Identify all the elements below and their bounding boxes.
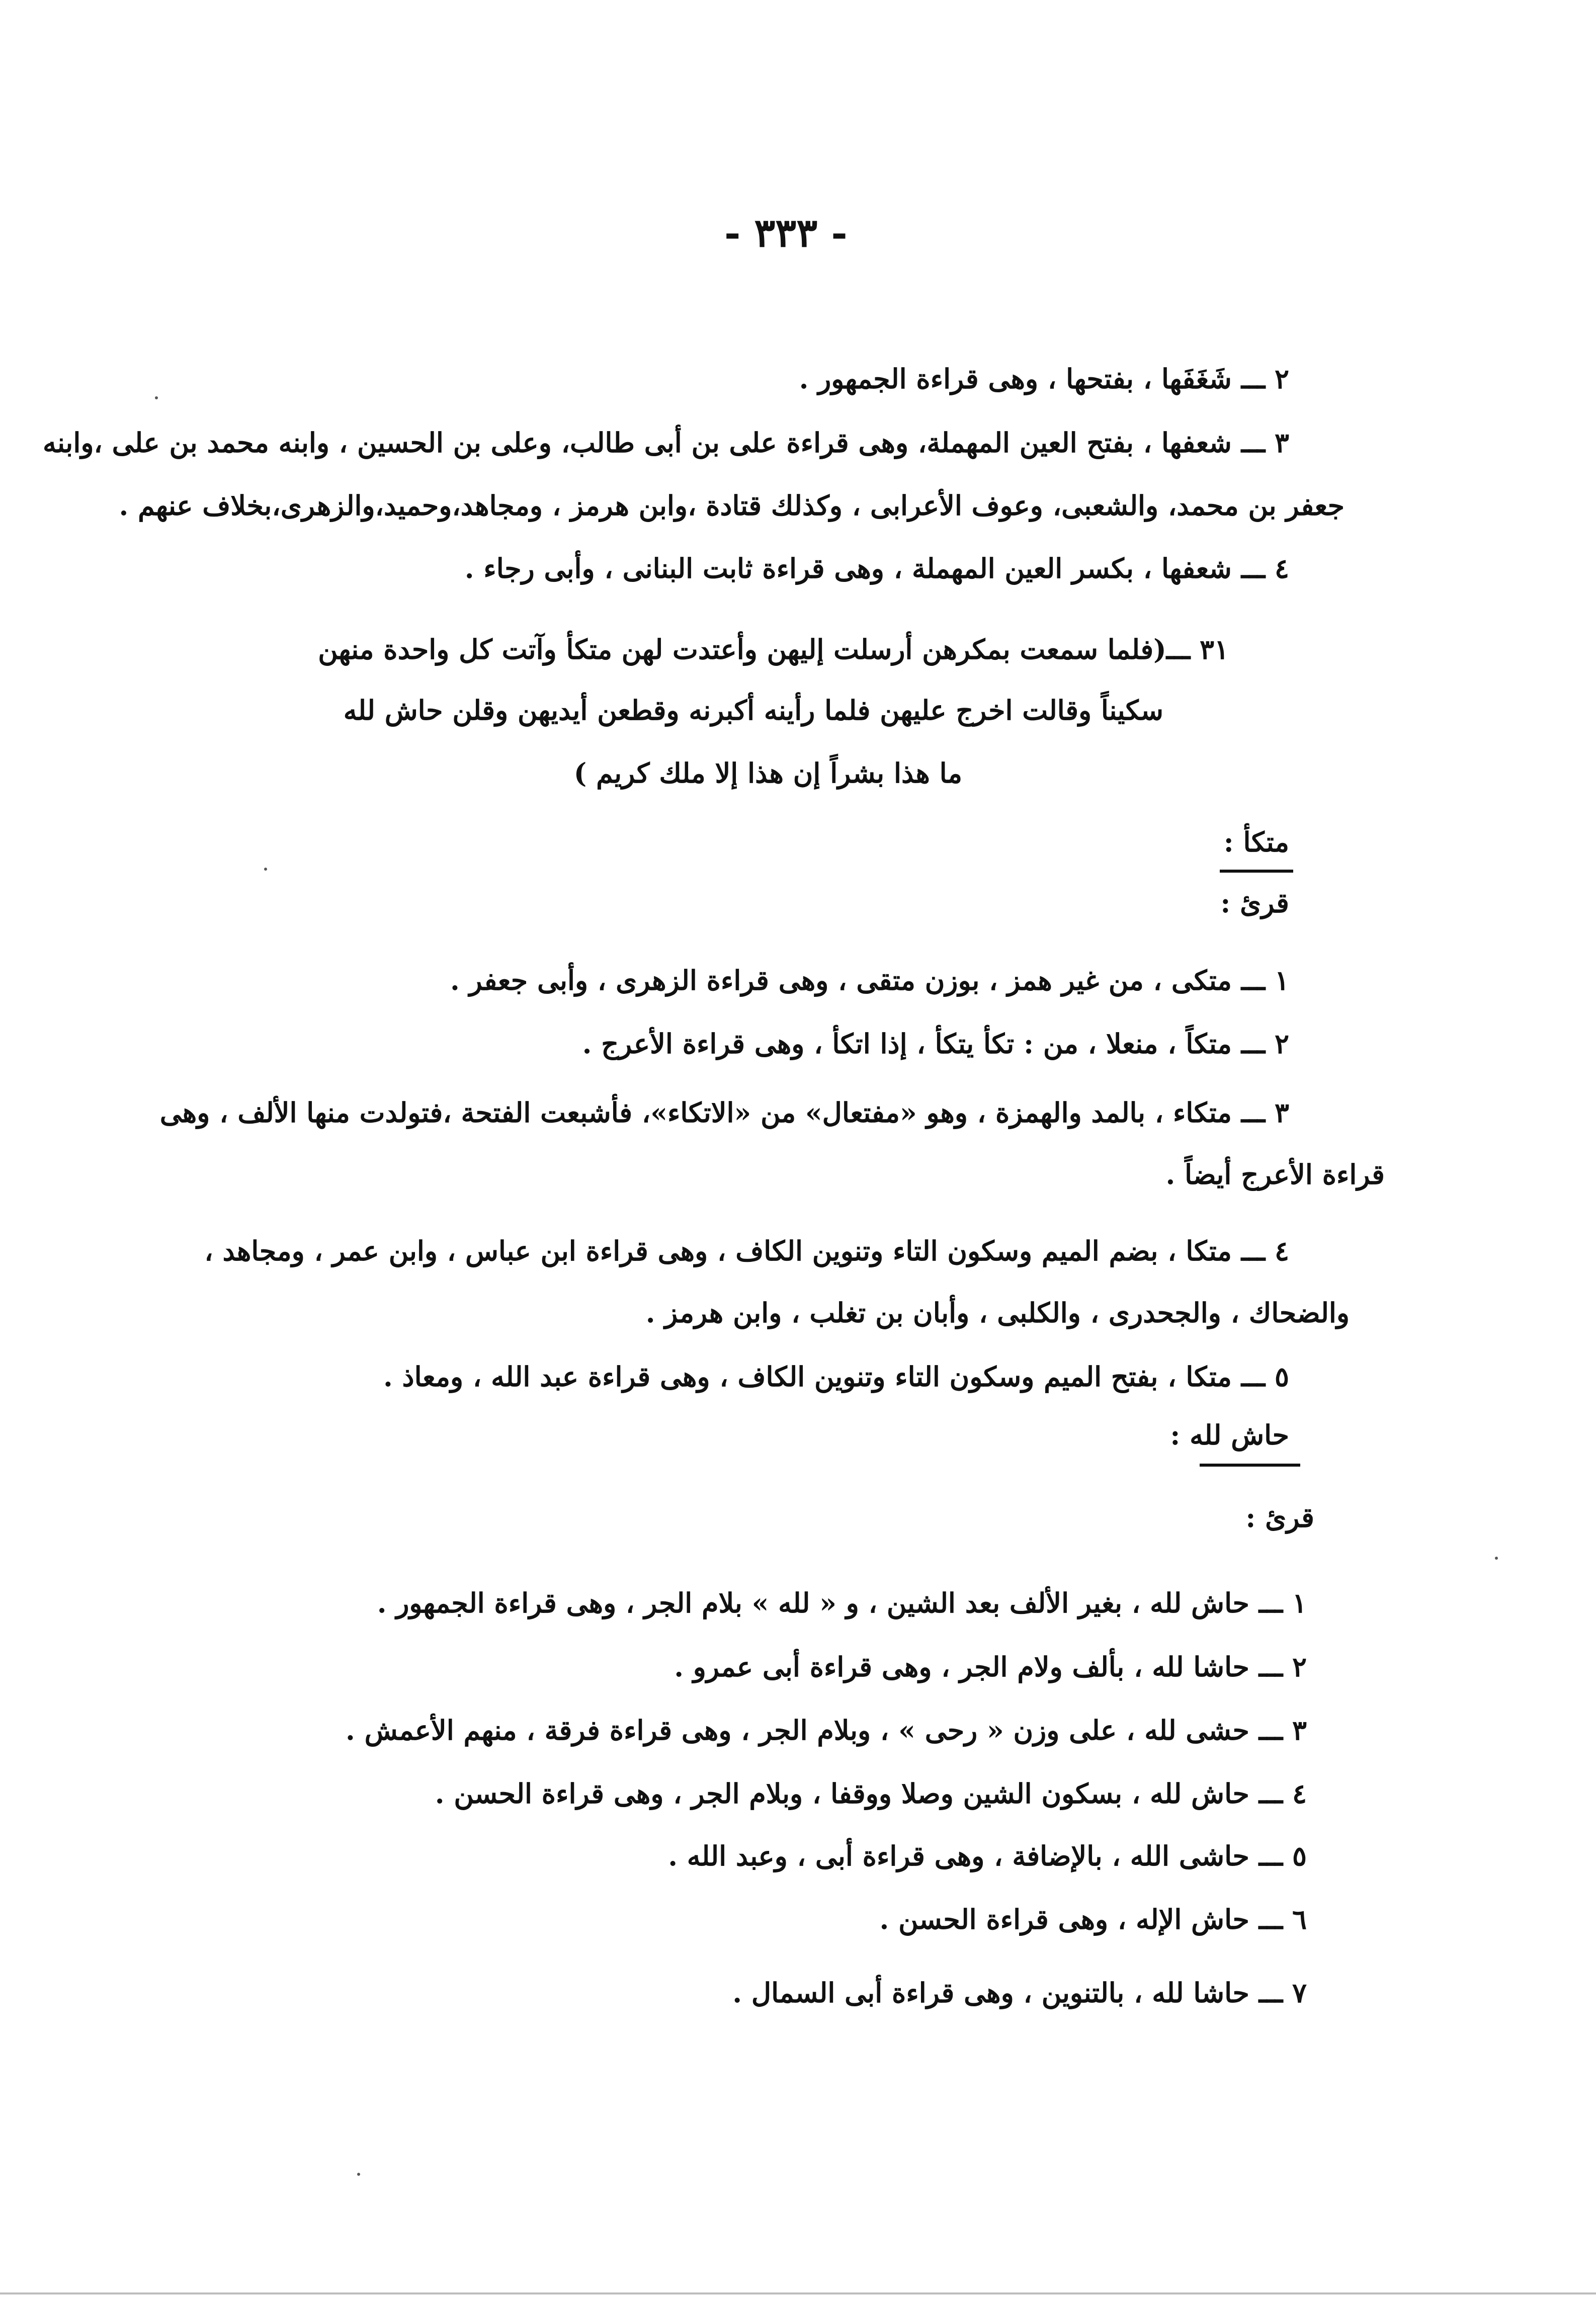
- heading-underline: [1220, 870, 1293, 873]
- page-bottom-edge: [0, 2292, 1596, 2294]
- heading-underline: [1200, 1464, 1300, 1467]
- scan-speck: [264, 868, 267, 871]
- scan-speck: [1495, 1557, 1498, 1560]
- reading-line-3-cont: جعفر بن محمد، والشعبى، وعوف الأعرابى ، وكذلك قتادة ،وابن هرمز ، ومجاهد،وحميد،والزهرى،بخلاف عنهم .: [119, 489, 1345, 522]
- qurie-label: قرئ :: [1220, 887, 1289, 919]
- reading-item: ٥ ـــ متكا ، بفتح الميم وسكون التاء وتنوين الكاف ، وهى قراءة عبد الله ، ومعاذ .: [383, 1360, 1289, 1393]
- reading-line-4: ٤ ـــ شعفها ، بكسر العين المهملة ، وهى قراءة ثابت البنانى ، وأبى رجاء .: [464, 552, 1289, 584]
- reading-item-cont: قراءة الأعرج أيضاً .: [1165, 1158, 1385, 1190]
- verse-line-1: ٣١ ـــ(فلما سمعت بمكرهن أرسلت إليهن وأعتدت لهن متكأ وآتت كل واحدة منهن: [318, 633, 1229, 665]
- verse-line-2: سكيناً وقالت اخرج عليهن فلما رأينه أكبرنه وقطعن أيديهن وقلن حاش لله: [343, 694, 1163, 726]
- reading-item: ٢ ـــ حاشا لله ، بألف ولام الجر ، وهى قراءة أبى عمرو .: [674, 1651, 1307, 1683]
- reading-item: ٢ ـــ متكاً ، منعلا ، من : تكأ يتكأ ، إذا اتكأ ، وهى قراءة الأعرج .: [582, 1028, 1289, 1060]
- reading-item: ١ ـــ حاش لله ، بغير الألف بعد الشين ، و « لله » بلام الجر ، وهى قراءة الجمهور .: [377, 1587, 1307, 1619]
- qurie-label: قرئ :: [1245, 1501, 1314, 1534]
- reading-item: ٦ ـــ حاش الإله ، وهى قراءة الحسن .: [879, 1903, 1307, 1935]
- section-heading-mutaka: متكأ :: [1223, 826, 1289, 858]
- scan-speck: [357, 2173, 360, 2176]
- reading-item: ٤ ـــ حاش لله ، بسكون الشين وصلا ووقفا ، وبلام الجر ، وهى قراءة الحسن .: [435, 1777, 1307, 1810]
- reading-item: ٣ ـــ متكاء ، بالمد والهمزة ، وهو «مفتعال» من «الاتكاء»، فأشبعت الفتحة ،فتولدت منها الألف ، وهى: [159, 1096, 1289, 1129]
- page-number: - ٣٣٣ -: [724, 210, 848, 256]
- reading-line-3: ٣ ـــ شعفها ، بفتح العين المهملة، وهى قراءة على بن أبى طالب، وعلى بن الحسين ، وابنه محمد بن على ،وابنه: [43, 427, 1289, 459]
- reading-item: ٤ ـــ متكا ، بضم الميم وسكون التاء وتنوين الكاف ، وهى قراءة ابن عباس ، وابن عمر ، ومجاهد ،: [204, 1235, 1289, 1267]
- reading-item-cont: والضحاك ، والجحدرى ، والكلبى ، وأبان بن تغلب ، وابن هرمز .: [645, 1297, 1350, 1329]
- verse-line-3: ما هذا بشراً إن هذا إلا ملك كريم ): [573, 757, 962, 789]
- reading-item: ٧ ـــ حاشا لله ، بالتنوين ، وهى قراءة أبى السمال .: [732, 1977, 1307, 2009]
- reading-item: ٣ ـــ حشى لله ، على وزن « رحى » ، وبلام الجر ، وهى قراءة فرقة ، منهم الأعمش .: [346, 1714, 1307, 1746]
- scan-speck: [155, 396, 158, 399]
- section-heading-hasha: حاش لله :: [1170, 1419, 1289, 1451]
- reading-line-2: ٢ ـــ شَغَفَها ، بفتحها ، وهى قراءة الجمهور .: [799, 363, 1289, 395]
- reading-item: ١ ـــ متكى ، من غير همز ، بوزن متقى ، وهى قراءة الزهرى ، وأبى جعفر .: [450, 964, 1289, 996]
- reading-item: ٥ ـــ حاشى الله ، بالإضافة ، وهى قراءة أبى ، وعبد الله .: [668, 1840, 1307, 1872]
